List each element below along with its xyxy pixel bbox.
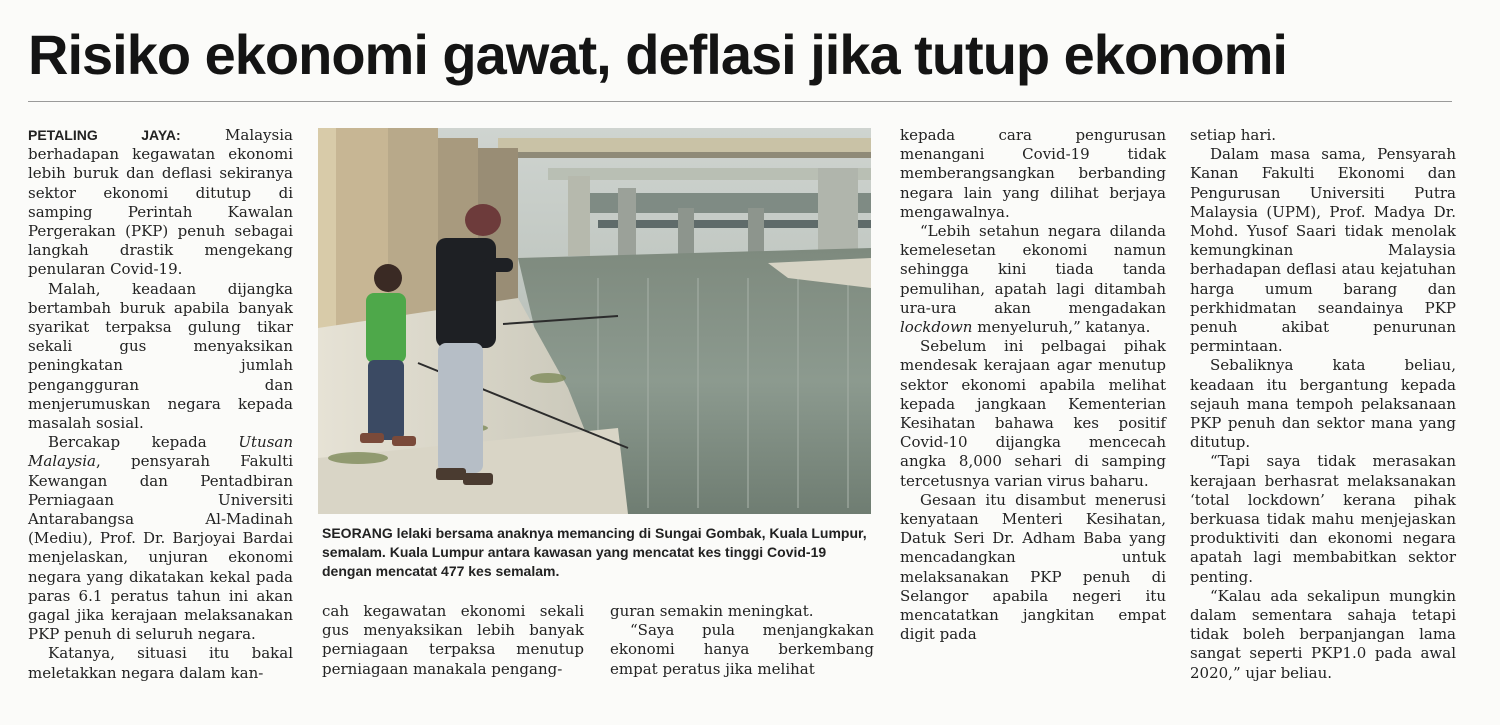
- article-column-1: [28, 126, 293, 683]
- lead-paragraph: [28, 126, 293, 280]
- news-photo: [318, 128, 871, 514]
- paragraph: Dalam masa sama, Pensyarah Kanan Fakulti Ekonomi dan Pengurusan Universiti Putra Malaysia (UPM), Prof. Madya Dr. Mohd. Yusof Saari tidak menolak kemungkinan Malaysia berhadapan deflasi atau kejatuhan harga umum barang dan perkhidmatan seandainya PKP penuh akibat penurunan permintaan.: [1190, 145, 1456, 356]
- lead-text: Malaysia berhadapan kegawatan ekonomi lebih buruk dan deflasi sekiranya sektor ekonomi ditutup di samping Perintah Kawalan Pergerakan (PKP) penuh sebagai langkah drastik mengekang penularan Covid-19.: [28, 126, 293, 279]
- article-column-3: [610, 602, 874, 679]
- paragraph: “Kalau ada sekalipun mungkin dalam sementara sahaja tetapi tidak boleh berpanjangan lama sangat seperti PKP1.0 pada awal 2020,” ujar beliau.: [1190, 586, 1456, 682]
- paragraph: Sebaliknya kata beliau, keadaan itu bergantung kepada sejauh mana tempoh pelaksanaan PKP penuh dan sektor mana yang ditutup.: [1190, 356, 1456, 452]
- paragraph: “Saya pula menjangkakan ekonomi hanya berkembang empat peratus jika melihat: [610, 621, 874, 678]
- dateline: PETALING JAYA:: [28, 127, 181, 143]
- headline: Risiko ekonomi gawat, deflasi jika tutup ekonomi: [28, 23, 1287, 86]
- paragraph: setiap hari.: [1190, 126, 1277, 144]
- paragraph: Sebelum ini pelbagai pihak mendesak kerajaan agar menutup sektor ekonomi apabila melihat kepada jangkaan Kementerian Kesihatan bahawa kes positif Covid-10 dijangka mencecah angka 8,000 sehari di samping tercetusnya varian virus baharu.: [900, 337, 1166, 490]
- text: “Lebih setahun negara dilanda kemelesetan ekonomi namun sehingga kini tiada tanda pemulihan, apatah lagi ditambah ura-ura akan mengadakan: [900, 222, 1166, 317]
- emphasis: lockdown: [900, 318, 973, 337]
- headline-rule: [28, 101, 1452, 102]
- paragraph: kepada cara pengurusan menangani Covid-19 tidak memberangsangkan berbanding negara lain yang dilihat berjaya mengawalnya.: [900, 126, 1166, 221]
- paragraph: Gesaan itu disambut menerusi kenyataan Menteri Kesihatan, Datuk Seri Dr. Adham Baba yang mencadangkan untuk melaksanakan PKP penuh di Selangor apabila negeri itu mencatatkan jangkitan empat digit pada: [900, 490, 1166, 644]
- paragraph: Katanya, situasi itu bakal meletakkan negara dalam kan-: [28, 644, 293, 682]
- paragraph: Malah, keadaan dijangka bertambah buruk apabila banyak syarikat terpaksa gulung tikar sekali gus menyaksikan peningkatan jumlah pengangguran dan menjerumuskan negara kepada masalah sosial.: [28, 279, 293, 433]
- publication-name: Utusan Malaysia: [28, 433, 293, 471]
- photo-caption: SEORANG lelaki bersama anaknya memancing di Sungai Gombak, Kuala Lumpur, semalam. Kuala Lumpur antara kawasan yang mencatat kes tinggi Covid-19 dengan mencatat 477 kes semalam.: [322, 525, 867, 579]
- paragraph: [900, 222, 1166, 337]
- article-column-5: [1190, 126, 1456, 683]
- photo-illustration: [318, 128, 871, 514]
- paragraph: guran semakin meningkat.: [610, 602, 814, 620]
- paragraph: cah kegawatan ekonomi sekali gus menyaksikan lebih banyak perniagaan terpaksa menutup perniagaan manakala pengang-: [322, 602, 584, 678]
- paragraph: [28, 433, 293, 644]
- article-column-2: [322, 602, 584, 679]
- article-column-4: [900, 126, 1166, 644]
- text: , pensyarah Fakulti Kewangan dan Pentadbiran Perniagaan Universiti Antarabangsa Al-Madinah (Mediu), Prof. Dr. Barjoyai Bardai menjelaskan, unjuran ekonomi negara yang dikatakan kekal pada paras 6.1 peratus tahun ini akan gagal jika kerajaan melaksanakan PKP penuh di seluruh negara.: [28, 452, 293, 644]
- text: Bercakap kepada: [48, 433, 207, 452]
- text: menyeluruh,” katanya.: [977, 318, 1151, 337]
- paragraph: “Tapi saya tidak merasakan kerajaan berhasrat melaksanakan ‘total lockdown’ kerana pihak berkuasa tidak mahu menjejaskan produktiviti dan ekonomi negara apatah lagi membabitkan sektor penting.: [1190, 452, 1456, 586]
